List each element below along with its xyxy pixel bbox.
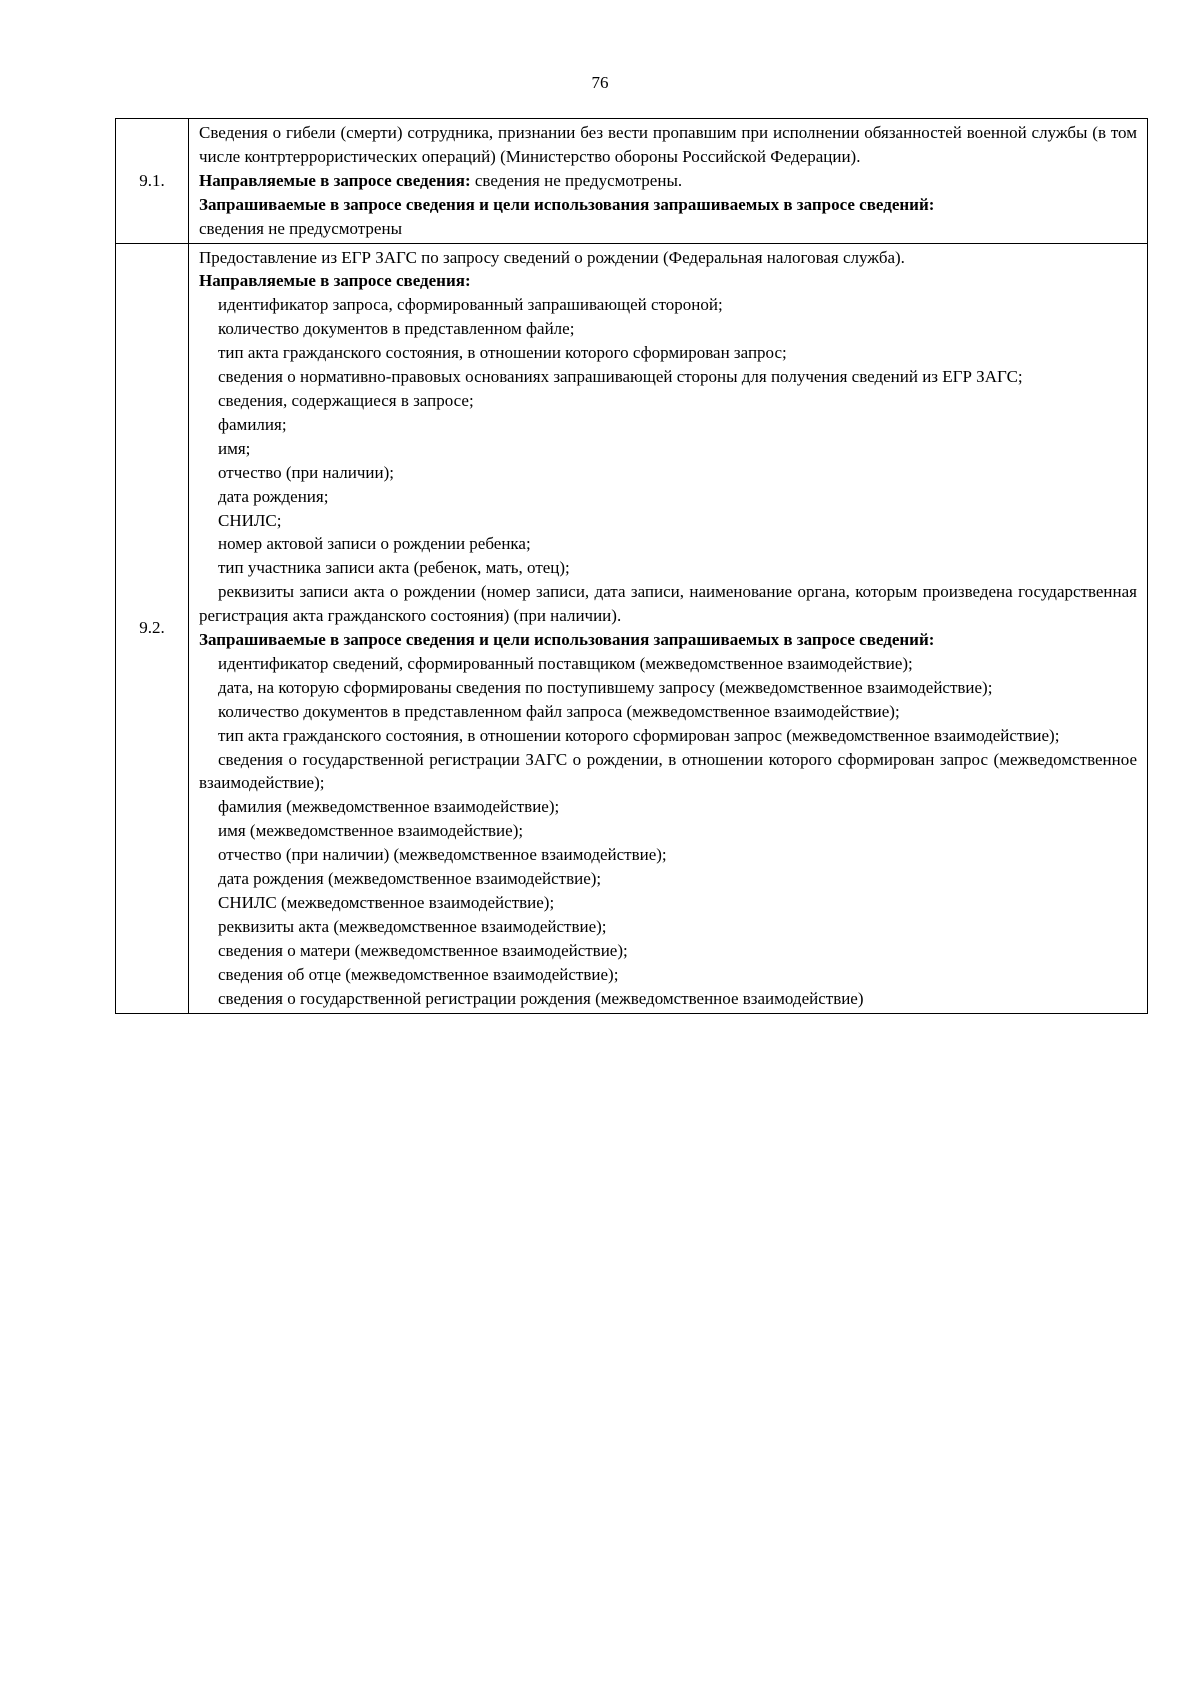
list-item: тип участника записи акта (ребенок, мать, отец); xyxy=(218,558,570,578)
row-content xyxy=(189,119,1148,244)
list-item: тип акта гражданского состояния, в отношении которого сформирован запрос (межведомственное взаимодействие); xyxy=(218,725,1060,745)
row-number: 9.2. xyxy=(116,243,189,1013)
sent-info-value: сведения не предусмотрены. xyxy=(470,170,683,190)
sent-info-list xyxy=(199,293,1137,628)
row-number: 9.1. xyxy=(116,119,189,244)
list-item: имя; xyxy=(218,438,251,458)
row-title: Сведения о гибели (смерти) сотрудника, признании без вести пропавшим при исполнении обязанностей военной службы (в том числе контртеррористических операций) (Министерство обороны Российской Федерации). xyxy=(199,123,1137,166)
list-item: имя (межведомственное взаимодействие); xyxy=(218,821,524,841)
list-item: сведения об отце (межведомственное взаимодействие); xyxy=(218,964,619,984)
sent-info-label: Направляемые в запросе сведения: xyxy=(199,170,471,190)
list-item: дата рождения (межведомственное взаимодействие); xyxy=(218,869,602,889)
list-item: количество документов в представленном файл запроса (межведомственное взаимодействие); xyxy=(218,701,900,721)
table-row-9-2 xyxy=(116,243,1148,1013)
list-item: идентификатор запроса, сформированный запрашивающей стороной; xyxy=(218,295,723,315)
list-item: тип акта гражданского состояния, в отношении которого сформирован запрос; xyxy=(218,343,787,363)
list-item: идентификатор сведений, сформированный поставщиком (межведомственное взаимодействие); xyxy=(218,653,913,673)
requested-info-label: Запрашиваемые в запросе сведения и цели использования запрашиваемых в запросе сведений: xyxy=(199,630,935,650)
list-item: дата рождения; xyxy=(218,486,329,506)
row-title: Предоставление из ЕГР ЗАГС по запросу сведений о рождении (Федеральная налоговая служба). xyxy=(199,247,905,267)
sent-info-line xyxy=(199,169,1137,193)
document-table xyxy=(115,118,1148,1014)
list-item: фамилия (межведомственное взаимодействие); xyxy=(218,797,560,817)
list-item: количество документов в представленном файле; xyxy=(218,319,575,339)
list-item: номер актовой записи о рождении ребенка; xyxy=(218,534,531,554)
list-item: сведения о матери (межведомственное взаимодействие); xyxy=(218,940,628,960)
requested-info-value: сведения не предусмотрены xyxy=(199,218,402,238)
list-item: реквизиты акта (межведомственное взаимодействие); xyxy=(218,916,607,936)
requested-info-list xyxy=(199,652,1137,1011)
list-item: СНИЛС; xyxy=(218,510,282,530)
list-item: сведения о государственной регистрации рождения (межведомственное взаимодействие) xyxy=(218,988,864,1008)
list-item: сведения о государственной регистрации ЗАГС о рождении, в отношении которого сформирован запрос (межведомственное взаимодействие); xyxy=(199,749,1137,793)
requested-info-label: Запрашиваемые в запросе сведения и цели использования запрашиваемых в запросе сведений: xyxy=(199,194,935,214)
sent-info-label: Направляемые в запросе сведения: xyxy=(199,271,471,291)
list-item: дата, на которую сформированы сведения по поступившему запросу (межведомственное взаимодействие); xyxy=(218,677,993,697)
row-content xyxy=(189,243,1148,1013)
list-item: СНИЛС (межведомственное взаимодействие); xyxy=(218,893,555,912)
list-item: отчество (при наличии); xyxy=(218,462,394,482)
list-item: отчество (при наличии) (межведомственное взаимодействие); xyxy=(218,845,667,865)
list-item: фамилия; xyxy=(218,414,287,434)
table-row-9-1 xyxy=(116,119,1148,244)
page-number: 76 xyxy=(591,73,609,92)
list-item: сведения о нормативно-правовых основаниях запрашивающей стороны для получения сведений из ЕГР ЗАГС; xyxy=(218,367,1023,387)
list-item: сведения, содержащиеся в запросе; xyxy=(218,390,474,410)
list-item: реквизиты записи акта о рождении (номер записи, дата записи, наименование органа, которым произведена государственная регистрация акта гражданского состояния) (при наличии). xyxy=(199,582,1137,626)
